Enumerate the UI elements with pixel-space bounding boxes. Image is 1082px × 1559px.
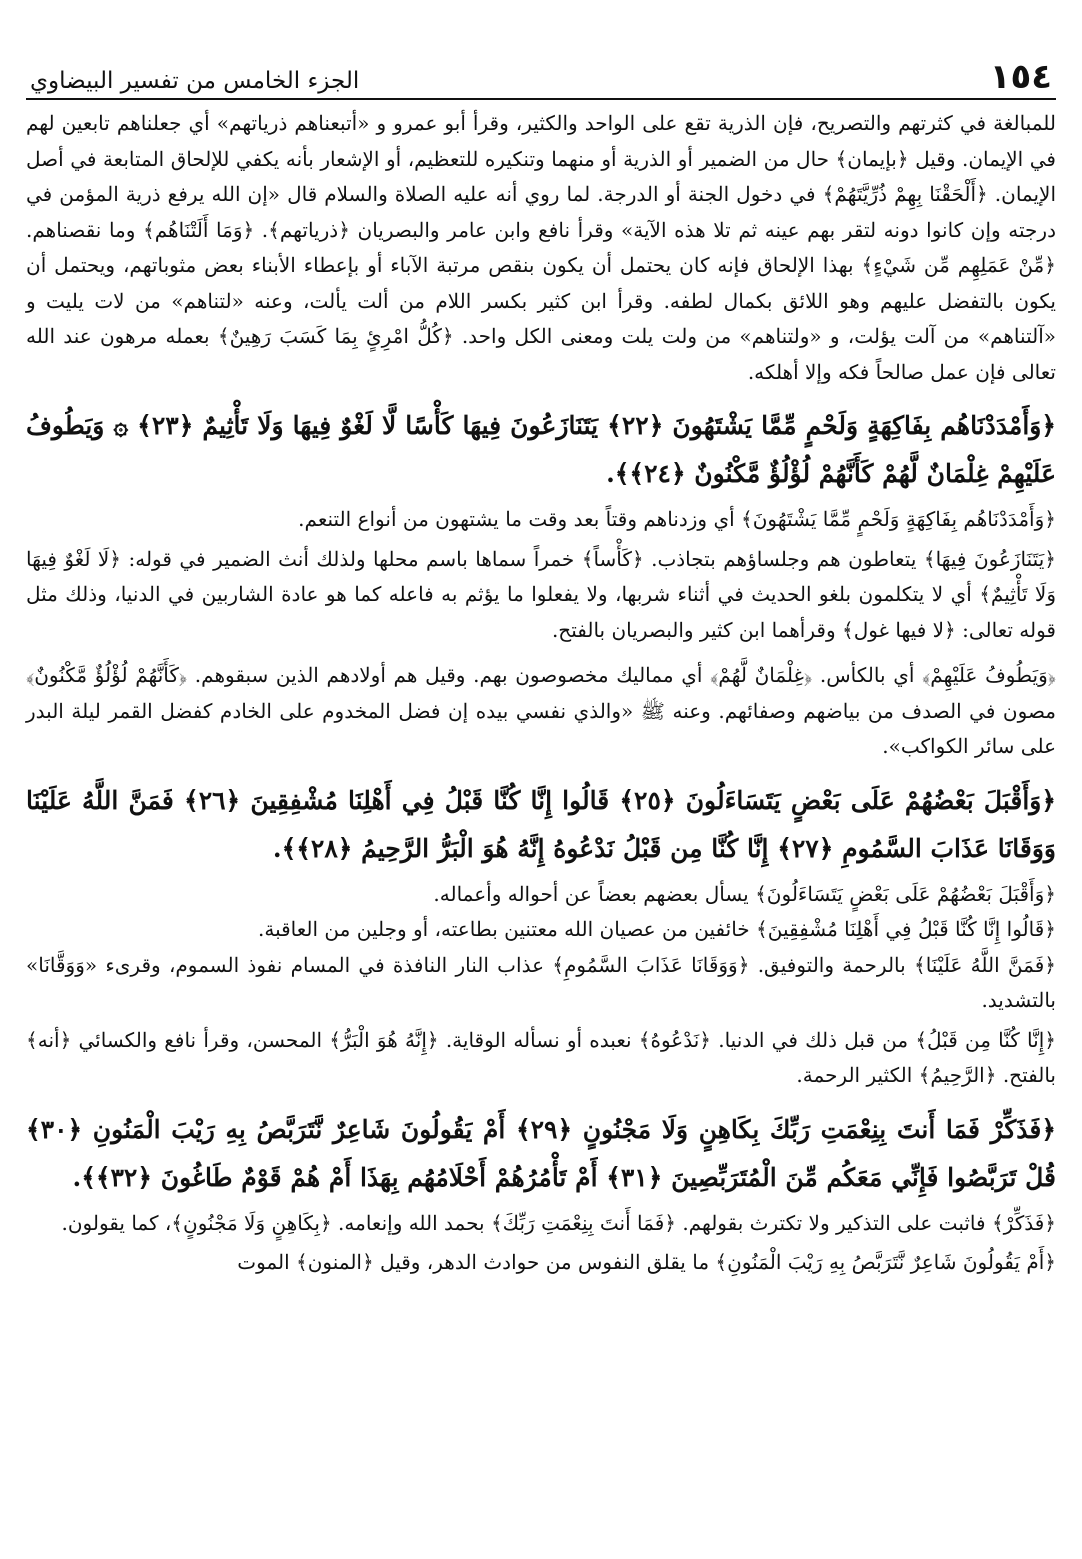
quran-verses-22-24: ﴿وَأَمْدَدْنَاهُم بِفَاكِهَةٍ وَلَحْمٍ مِّمَّا يَشْتَهُونَ ﴿٢٢﴾ يَتَنَازَعُونَ فِيهَا كَأْسًا لَّا لَغْوٌ فِيهَا وَلَا تَأْثِيمٌ ﴿٢٣﴾ ۞ وَيَطُوفُ عَلَيْهِمْ غِلْمَانٌ لَّهُمْ كَأَنَّهُمْ لُؤْلُؤٌ مَّكْنُونٌ ﴿٢٤﴾﴾. [26,411,1056,488]
commentary-paragraph-8: ﴿إِنَّا كُنَّا مِن قَبْلُ﴾ من قبل ذلك في الدنيا. ﴿نَدْعُوهُ﴾ نعبده أو نسأله الوقاية. ﴿إِنَّهُ هُوَ الْبَرُّ﴾ المحسن، وقرأ نافع والكسائي ﴿أنه﴾ بالفتح. ﴿الرَّحِيمُ﴾ الكثير الرحمة. [26,1027,1056,1087]
commentary-paragraph-9: ﴿فَذَكِّرْ﴾ فاثبت على التذكير ولا تكترث بقولهم. ﴿فَمَا أَنتَ بِنِعْمَتِ رَبِّكَ﴾ بحمد الله وإنعامه. ﴿بِكَاهِنٍ وَلَا مَجْنُونٍ﴾، كما يقولون. [61,1210,1056,1235]
document-page [26,50,1056,1281]
commentary-paragraph-7: ﴿فَمَنَّ اللَّهُ عَلَيْنَا﴾ بالرحمة والتوفيق. ﴿وَوَقَانَا عَذَابَ السَّمُومِ﴾ عذاب النار النافذة في المسام نفوذ السموم، وقرىء «وَوَقَّانَا» بالتشديد. [26,952,1056,1012]
page-header [26,50,1056,100]
commentary-paragraph-5: ﴿وَأَقْبَلَ بَعْضُهُمْ عَلَى بَعْضٍ يَتَسَاءَلُونَ﴾ يسأل بعضهم بعضاً عن أحواله وأعماله. [433,881,1056,906]
commentary-paragraph-6: ﴿قَالُوا إِنَّا كُنَّا قَبْلُ فِي أَهْلِنَا مُشْفِقِينَ﴾ خائفين من عصيان الله معتنين بطاعته، أو وجلين من العاقبة. [258,917,1056,941]
running-title: الجزء الخامس من تفسير البيضاوي [30,68,360,94]
commentary-paragraph-1: للمبالغة في كثرتهم والتصريح، فإن الذرية تقع على الواحد والكثير، وقرأ أبو عمرو و «أتبعناهم ذرياتهم» أي جعلناهم تابعين لهم في الإيمان. وقيل ﴿بإيمان﴾ حال من الضمير أو الذرية أو منهما وتنكيره للتعظيم، أو الإشعار بأنه يكفي للإلحاق المتابعة في أصل الإيمان. ﴿أَلْحَقْنَا بِهِمْ ذُرِّيَّتَهُمْ﴾ في دخول الجنة أو الدرجة. لما روي أنه عليه الصلاة والسلام قال «إن الله يرفع ذرية المؤمن في درجته وإن كانوا دونه لتقر بهم عينه ثم تلا هذه الآية» وقرأ نافع وابن عامر والبصريان ﴿ذرياتهم﴾. ﴿وَمَا أَلَتْنَاهُم﴾ وما نقصناهم. ﴿مِّنْ عَمَلِهِم مِّن شَيْءٍ﴾ بهذا الإلحاق فإنه كان يحتمل أن يكون بنقص مرتبة الآباء أو بإعطاء الأبناء بعض مثوباتهم، ويحتمل أن يكون بالتفضل عليهم وهو اللائق بكمال لطفه. وقرأ ابن كثير بكسر اللام من ألت يألت، وعنه «لتناهم» من لات يليت و «آلتناهم» من آلت يؤلت، و «ولتناهم» من ولت يلت ومعنى الكل واحد. ﴿كُلُّ امْرِئٍ بِمَا كَسَبَ رَهِينٌ﴾ بعمله مرهون عند الله تعالى فإن عمل صالحاً فكه وإلا أهلكه. [26,111,1056,384]
commentary-paragraph-3: ﴿يَتَنَازَعُونَ فِيهَا﴾ يتعاطون هم وجلساؤهم بتجاذب. ﴿كَأْساً﴾ خمراً سماها باسم محلها ولذلك أنث الضمير في قوله: ﴿لَا لَغْوٌ فِيهَا وَلَا تَأْثِيمٌ﴾ أي لا يتكلمون بلغو الحديث في أثناء شربها، ولا يفعلوا ما يؤثم به فاعله كما هو عادة الشاربين في الدنيا، وذلك مثل قوله تعالى: ﴿لا فيها غول﴾ وقرأهما ابن كثير والبصريان بالفتح. [26,546,1056,642]
commentary-paragraph-2: ﴿وَأَمْدَدْنَاهُم بِفَاكِهَةٍ وَلَحْمٍ مِّمَّا يَشْتَهُونَ﴾ أي وزدناهم وقتاً بعد وقت ما يشتهون من أنواع التنعم. [298,507,1056,531]
commentary-paragraph-10: ﴿أَمْ يَقُولُونَ شَاعِرٌ نَّتَرَبَّصُ بِهِ رَيْبَ الْمَنُونِ﴾ ما يقلق النفوس من حوادث الدهر، وقيل ﴿المنون﴾ الموت [237,1250,1056,1274]
quran-verses-25-28: ﴿وَأَقْبَلَ بَعْضُهُمْ عَلَى بَعْضٍ يَتَسَاءَلُونَ ﴿٢٥﴾ قَالُوا إِنَّا كُنَّا قَبْلُ فِي أَهْلِنَا مُشْفِقِينَ ﴿٢٦﴾ فَمَنَّ اللَّهُ عَلَيْنَا وَوَقَانَا عَذَابَ السَّمُومِ ﴿٢٧﴾ إِنَّا كُنَّا مِن قَبْلُ نَدْعُوهُ إِنَّهُ هُوَ الْبَرُّ الرَّحِيمُ ﴿٢٨﴾﴾. [26,785,1056,863]
page-number: ١٥٤ [989,57,1052,97]
commentary-paragraph-4: ﴿وَيَطُوفُ عَلَيْهِمْ﴾ أي بالكأس. ﴿غِلْمَانٌ لَّهُمْ﴾ أي مماليك مخصوصون بهم. وقيل هم أولادهم الذين سبقوهم. ﴿كَأَنَّهُمْ لُؤْلُؤٌ مَّكْنُونٌ﴾ مصون في الصدف من بياضهم وصفائهم. وعنه ﷺ «والذي نفسي بيده إن فضل المخدوم على الخادم كفضل القمر ليلة البدر على سائر الكواكب». [26,663,1056,758]
quran-verses-29-32: ﴿فَذَكِّرْ فَمَا أَنتَ بِنِعْمَتِ رَبِّكَ بِكَاهِنٍ وَلَا مَجْنُونٍ ﴿٢٩﴾ أَمْ يَقُولُونَ شَاعِرٌ نَّتَرَبَّصُ بِهِ رَيْبَ الْمَنُونِ ﴿٣٠﴾ قُلْ تَرَبَّصُوا فَإِنِّي مَعَكُم مِّنَ الْمُتَرَبِّصِينَ ﴿٣١﴾ أَمْ تَأْمُرُهُمْ أَحْلَامُهُم بِهَذَا أَمْ هُمْ قَوْمٌ طَاغُونَ ﴿٣٢﴾﴾. [26,1114,1056,1192]
